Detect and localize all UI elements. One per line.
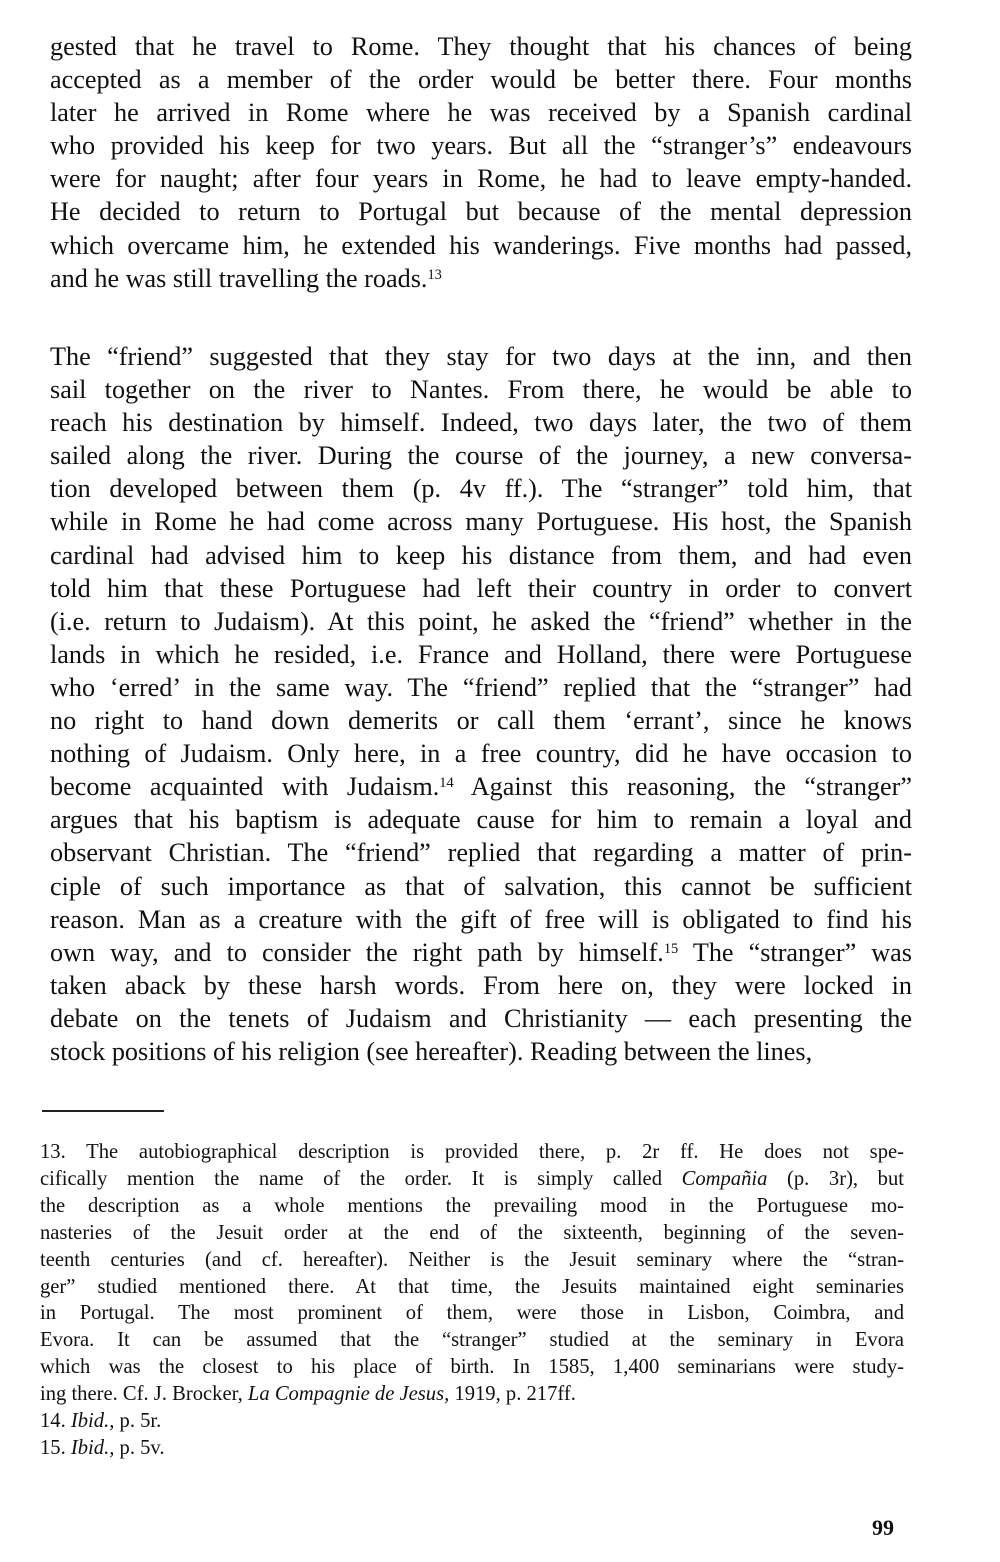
footnote-line: teenth centuries (and cf. hereafter). Neither is the Jesuit seminary where the “stran- — [40, 1248, 904, 1271]
text-line: He decided to return to Portugal but because of the mental depression — [50, 197, 912, 227]
text-line: debate on the tenets of Judaism and Christianity — each presenting the — [50, 1003, 912, 1033]
footnote-line: in Portugal. The most prominent of them, were those in Lisbon, Coimbra, and — [40, 1302, 904, 1325]
text-line: stock positions of his religion (see hereafter). Reading between the lines, — [50, 1036, 813, 1066]
text-line: ciple of such importance as that of salvation, this cannot be sufficient — [50, 871, 912, 901]
footnote-line: the description as a whole mentions the prevailing mood in the Portuguese mo- — [40, 1194, 904, 1217]
text-line: tion developed between them (p. 4v ff.). The “stranger” told him, that — [50, 474, 912, 504]
text-line: sail together on the river to Nantes. From there, he would be able to — [50, 375, 912, 405]
footnotes-block — [40, 1139, 904, 1462]
page-number: 99 — [872, 1515, 894, 1540]
text-line: nothing of Judaism. Only here, in a free country, did he have occasion to — [50, 739, 912, 769]
footnote-reference: 15 — [663, 940, 679, 957]
footnote-reference: 14 — [439, 775, 454, 792]
footnote-line: nasteries of the Jesuit order at the end of the sixteenth, beginning of the seven- — [40, 1221, 904, 1244]
text-line: who provided his keep for two years. But all the “stranger’s” endeavours — [50, 131, 912, 161]
text-line: gested that he travel to Rome. They thought that his chances of being — [50, 32, 912, 61]
footnote-line: 14. Ibid., p. 5r. — [40, 1410, 162, 1433]
text-line: while in Rome he had come across many Portuguese. His host, the Spanish — [50, 507, 912, 537]
text-line: reason. Man as a creature with the gift of free will is obligated to find his — [50, 904, 912, 934]
text-line: The “friend” suggested that they stay for two days at the inn, and then — [50, 342, 912, 371]
text-line: who ‘erred’ in the same way. The “friend” replied that the “stranger” had — [50, 672, 912, 702]
text-line: sailed along the river. During the course of the journey, a new conversa- — [50, 441, 912, 471]
text-line: lands in which he resided, i.e. France and Holland, there were Portuguese — [50, 639, 912, 669]
footnote-reference: 13 — [427, 266, 442, 283]
footnote-line: 15. Ibid., p. 5v. — [40, 1436, 165, 1459]
text-line: observant Christian. The “friend” replied that regarding a matter of prin- — [50, 838, 912, 868]
text-line: (i.e. return to Judaism). At this point, he asked the “friend” whether in the — [50, 606, 912, 636]
body-paragraph-1 — [50, 30, 912, 295]
text-line: cardinal had advised him to keep his distance from them, and had even — [50, 540, 912, 570]
text-line: taken aback by these harsh words. From here on, they were locked in — [50, 970, 912, 1000]
text-line: which overcame him, he extended his wanderings. Five months had passed, — [50, 230, 912, 260]
text-line: and he was still travelling the roads.$^{13}$ — [50, 263, 442, 293]
body-paragraph-2 — [50, 340, 912, 1068]
text-line: own way, and to consider the right path by himself.$^{15}$ The “stranger” was — [50, 937, 912, 967]
text-line: argues that his baptism is adequate cause for him to remain a loyal and — [50, 805, 912, 835]
text-line: were for naught; after four years in Rome, he had to leave empty-handed. — [50, 164, 912, 194]
text-line: accepted as a member of the order would be better there. Four months — [50, 65, 912, 95]
footnote-line: Evora. It can be assumed that the “stranger” studied at the seminary in Evora — [40, 1329, 904, 1352]
footnote-line: 13. The autobiographical description is provided there, p. 2r ff. He does not spe- — [40, 1141, 904, 1163]
footnote-line: ing there. Cf. J. Brocker, La Compagnie de Jesus, 1919, p. 217ff. — [40, 1383, 576, 1406]
footnote-line: cifically mention the name of the order. It is simply called Compañia (p. 3r), but — [40, 1167, 904, 1190]
text-line: told him that these Portuguese had left their country in order to convert — [50, 573, 912, 603]
text-line: become acquainted with Judaism.$^{14}$ Against this reasoning, the “stranger” — [50, 772, 912, 802]
text-line: no right to hand down demerits or call them ‘errant’, since he knows — [50, 706, 912, 736]
footnote-separator-rule — [42, 1110, 164, 1112]
text-line: later he arrived in Rome where he was received by a Spanish cardinal — [50, 98, 912, 128]
text-line: reach his destination by himself. Indeed, two days later, the two of them — [50, 408, 912, 438]
footnote-line: which was the closest to his place of birth. In 1585, 1,400 seminarians were study- — [40, 1356, 904, 1379]
footnote-line: ger” studied mentioned there. At that time, the Jesuits maintained eight seminaries — [40, 1275, 904, 1298]
